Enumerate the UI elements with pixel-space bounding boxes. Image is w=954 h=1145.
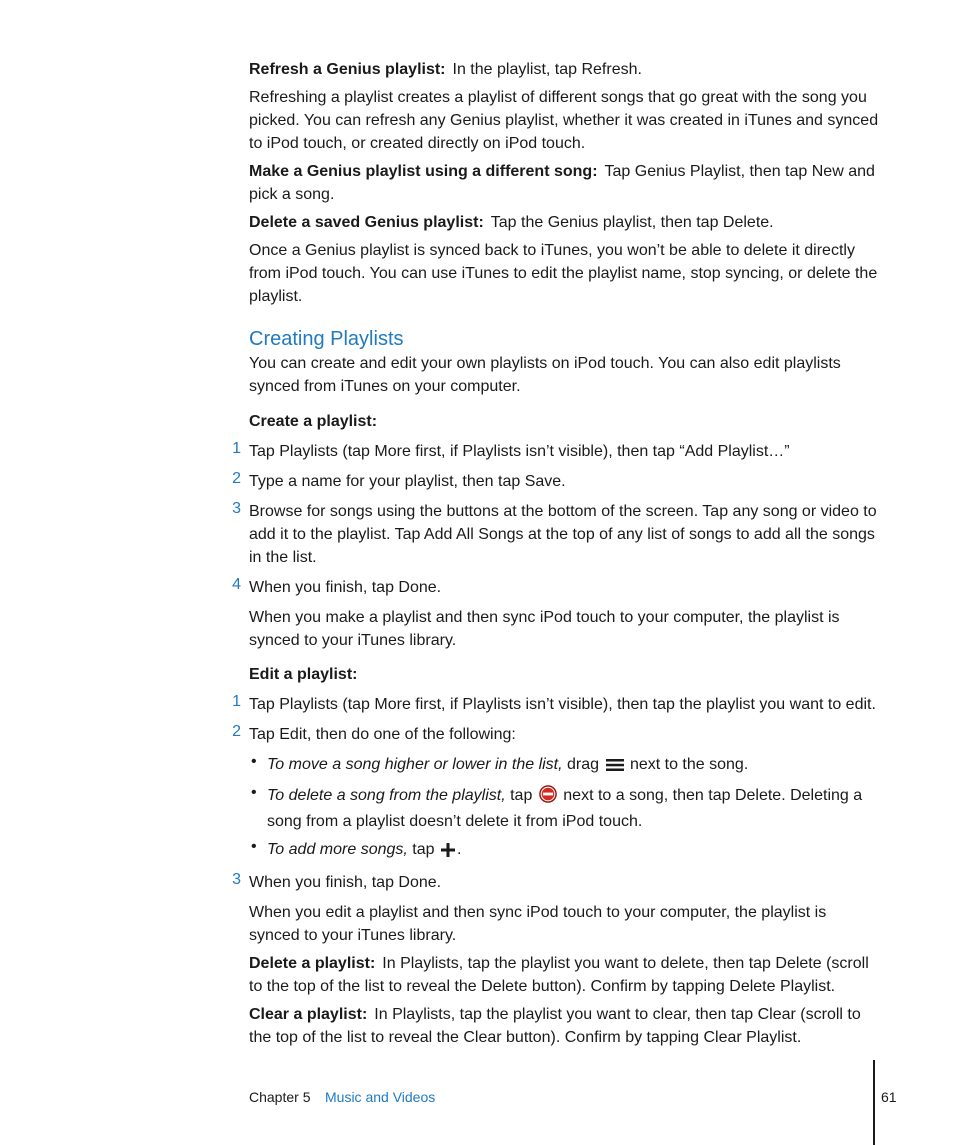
bullet-dot: • xyxy=(251,838,257,855)
page-number: 61 xyxy=(881,1089,897,1105)
make-genius-text: Tap Genius Playlist, then tap New and pick a song. xyxy=(249,163,875,203)
step-text: Tap Playlists (tap More first, if Playlists isn’t visible), then tap the playlist you want to edit. xyxy=(249,696,876,713)
delete-playlist-paragraph xyxy=(249,952,879,998)
step-number: 3 xyxy=(232,871,241,888)
step-number: 2 xyxy=(232,470,241,487)
bullet-after: next to the song. xyxy=(629,756,749,773)
delete-playlist-text: In Playlists, tap the playlist you want to delete, then tap Delete (scroll to the top of the list to reveal the Delete button). Confirm by tapping Delete Playlist. xyxy=(249,955,869,995)
bullet-after: . xyxy=(456,841,462,858)
bullet-before: tap xyxy=(412,841,435,858)
reorder-handle-icon xyxy=(606,756,624,779)
clear-playlist-text: In Playlists, tap the playlist you want to clear, then tap Clear (scroll to the top of the list to reveal the Clear button). Confirm by tapping Clear Playlist. xyxy=(249,1006,861,1046)
delete-saved-term: Delete a saved Genius playlist: xyxy=(249,214,484,231)
create-note: When you make a playlist and then sync iPod touch to your computer, the playlist is synced to your iTunes library. xyxy=(249,609,840,649)
refresh-paragraph xyxy=(249,58,879,81)
create-step xyxy=(232,440,879,463)
refresh-description: Refreshing a playlist creates a playlist of different songs that go great with the song you picked. You can refresh any Genius playlist, whether it was created in iTunes and synced to iPod touch, or created directly on iPod touch. xyxy=(249,89,879,152)
bullet-before: drag xyxy=(567,756,600,773)
page-content xyxy=(232,58,879,1054)
bullet-item xyxy=(249,753,879,779)
step-text: When you finish, tap Done. xyxy=(249,874,442,891)
edit-step xyxy=(232,871,879,894)
clear-playlist-term: Clear a playlist: xyxy=(249,1006,368,1023)
edit-heading: Edit a playlist: xyxy=(249,666,358,683)
bullet-dot: • xyxy=(251,784,257,801)
edit-note: When you edit a playlist and then sync iPod touch to your computer, the playlist is synced to your iTunes library. xyxy=(249,904,827,944)
delete-saved-description: Once a Genius playlist is synced back to iTunes, you won’t be able to delete it directly from iPod touch. You can use iTunes to edit the playlist name, stop syncing, or delete the playlist. xyxy=(249,242,878,305)
make-genius-paragraph xyxy=(249,160,879,206)
clear-playlist-paragraph xyxy=(249,1003,879,1049)
refresh-text: In the playlist, tap Refresh. xyxy=(452,61,642,78)
footer-chapter: Chapter 5 xyxy=(249,1089,311,1105)
create-step xyxy=(232,576,879,599)
edit-step xyxy=(232,693,879,716)
section-title: Creating Playlists xyxy=(249,328,404,350)
step-number: 1 xyxy=(232,440,241,457)
create-heading: Create a playlist: xyxy=(249,413,378,430)
create-step xyxy=(232,500,879,569)
footer-divider xyxy=(873,1060,875,1145)
delete-saved-paragraph xyxy=(249,211,879,234)
footer-section-link[interactable]: Music and Videos xyxy=(325,1089,436,1105)
bullet-dot: • xyxy=(251,753,257,770)
refresh-term: Refresh a Genius playlist: xyxy=(249,61,446,78)
step-text: Tap Playlists (tap More first, if Playlists isn’t visible), then tap “Add Playlist…” xyxy=(249,443,790,460)
make-genius-term: Make a Genius playlist using a different song: xyxy=(249,163,598,180)
step-number: 1 xyxy=(232,693,241,710)
bullet-italic: To move a song higher or lower in the list, xyxy=(267,756,563,773)
edit-step xyxy=(232,723,879,746)
plus-icon xyxy=(441,841,455,864)
bullet-italic: To add more songs, xyxy=(267,841,408,858)
step-number: 3 xyxy=(232,500,241,517)
bullet-italic: To delete a song from the playlist, xyxy=(267,787,506,804)
step-text: When you finish, tap Done. xyxy=(249,579,442,596)
delete-saved-text: Tap the Genius playlist, then tap Delete. xyxy=(490,214,774,231)
step-text: Browse for songs using the buttons at the bottom of the screen. Tap any song or video to add it to the playlist. Tap Add All Songs at the top of any list of songs to add all the songs in the list. xyxy=(249,503,877,566)
bullet-before: tap xyxy=(510,787,533,804)
step-text: Tap Edit, then do one of the following: xyxy=(249,726,516,743)
bullet-item xyxy=(249,838,879,864)
delete-playlist-term: Delete a playlist: xyxy=(249,955,376,972)
section-intro: You can create and edit your own playlists on iPod touch. You can also edit playlists synced from iTunes on your computer. xyxy=(249,355,841,395)
step-text: Type a name for your playlist, then tap Save. xyxy=(249,473,566,490)
bullet-after: next to a song, then tap Delete. Deleting a song from a playlist doesn’t delete it from iPod touch. xyxy=(267,787,863,830)
step-number: 4 xyxy=(232,576,241,593)
step-number: 2 xyxy=(232,723,241,740)
delete-circle-icon xyxy=(539,785,557,810)
bullet-item xyxy=(249,784,879,833)
create-step xyxy=(232,470,879,493)
